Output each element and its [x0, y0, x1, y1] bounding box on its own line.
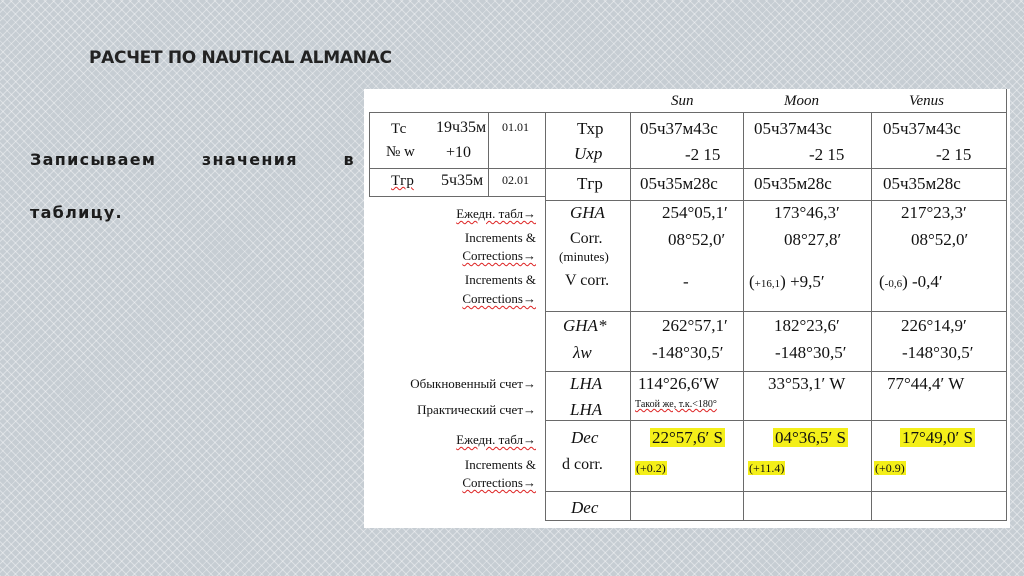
vcorr-venus-v: -0,6: [884, 278, 903, 290]
grid-line: [545, 520, 1007, 521]
label-corr-2: Corrections→: [462, 248, 536, 263]
grid-line: [545, 420, 1007, 421]
label-lha-practical: Практический счет→: [417, 402, 536, 417]
param-vcorr: V corr.: [565, 272, 610, 289]
tgr-sun: 05ч35м28с: [640, 174, 718, 193]
grid-line: [369, 112, 1007, 113]
param-uxr: Uхр: [574, 144, 603, 163]
grid-line: [369, 196, 545, 197]
label-dcorr-2: Corrections→: [462, 475, 536, 490]
gha-star-venus: 226°14,9′: [901, 316, 967, 335]
grid-line: [743, 112, 744, 521]
grid-line: [545, 371, 1007, 372]
lha-venus: 77°44,4′ W: [887, 374, 965, 393]
dec-sun-value: 22°57,6′ S: [652, 428, 723, 447]
vcorr-venus: (-0,6) -0,4′: [879, 272, 943, 291]
col-head-venus: Venus: [909, 93, 944, 109]
grid-line: [630, 112, 631, 521]
param-lambda-w: λw: [573, 343, 592, 362]
txr-venus: 05ч37м43с: [883, 119, 961, 138]
dcorr-sun-value: (+0.2): [636, 461, 666, 475]
uxr-moon: -2 15: [809, 145, 845, 164]
vcorr-sun: -: [683, 272, 689, 291]
tgr-moon: 05ч35м28с: [754, 174, 832, 193]
tgr-value: 5ч35м: [441, 172, 484, 189]
param-tgr: Тгр: [577, 174, 603, 193]
no-w-label: № w: [386, 144, 415, 160]
dec-venus: [900, 429, 975, 446]
tgr-venus: 05ч35м28с: [883, 174, 961, 193]
label-dcorr-1: Increments &: [464, 457, 536, 472]
param-corr: Corr.: [570, 230, 603, 247]
dcorr-sun: [635, 458, 667, 475]
grid-line: [545, 491, 1007, 492]
label-vcorr-2: Corrections→: [462, 291, 536, 306]
dcorr-moon-value: (+11.4): [749, 461, 785, 475]
tc-date: 01.01: [502, 120, 529, 134]
gha-star-sun: 262°57,1′: [662, 316, 728, 335]
body-text: [30, 150, 355, 222]
almanac-table: [364, 89, 1010, 528]
gha-venus: 217°23,3′: [901, 203, 967, 222]
param-gha: GHA: [570, 203, 605, 222]
tgr-date: 02.01: [502, 173, 529, 187]
label-lha: Обыкновенный счет→: [410, 376, 536, 391]
grid-line: [545, 112, 546, 521]
param-dcorr: d corr.: [562, 456, 603, 473]
lha-practical-note: Такой же, т.к.<180°: [635, 399, 717, 410]
txr-moon: 05ч37м43с: [754, 119, 832, 138]
vcorr-moon-v: +16,1: [754, 278, 781, 290]
param-corr-sub: (minutes): [559, 249, 609, 264]
body-word-2: значения: [201, 150, 298, 169]
lambda-w-moon: -148°30,5′: [775, 343, 847, 362]
gha-star-moon: 182°23,6′: [774, 316, 840, 335]
lha-moon: 33°53,1′ W: [768, 374, 846, 393]
grid-line: [369, 168, 1007, 169]
label-corr-1: Increments &: [464, 230, 536, 245]
body-word-3: в: [343, 150, 355, 169]
grid-line: [1006, 89, 1007, 521]
grid-line: [369, 112, 370, 197]
corr-venus: 08°52,0′: [911, 230, 969, 249]
param-lha-practical: LHA: [570, 400, 603, 419]
txr-sun: 05ч37м43с: [640, 119, 718, 138]
body-word-1: Записываем: [30, 150, 157, 169]
grid-line: [871, 112, 872, 521]
gha-moon: 173°46,3′: [774, 203, 840, 222]
param-dec-final: Dec: [571, 498, 599, 517]
dec-moon-value: 04°36,5′ S: [775, 428, 846, 447]
grid-line: [545, 311, 1007, 312]
lha-sun: 114°26,6′W: [638, 374, 720, 393]
grid-line: [545, 200, 1007, 201]
gha-sun: 254°05,1′: [662, 203, 728, 222]
col-head-moon: Moon: [784, 93, 819, 109]
grid-line: [488, 112, 489, 197]
label-dec: Ежедн. табл→: [456, 432, 536, 447]
lambda-w-venus: -148°30,5′: [902, 343, 974, 362]
vcorr-venus-value: -0,4′: [912, 272, 943, 291]
param-gha-star: GHA*: [563, 316, 607, 335]
body-line-2: таблицу.: [30, 203, 123, 222]
param-lha: LHA: [570, 374, 603, 393]
dec-moon: [773, 429, 848, 446]
dcorr-moon: [748, 458, 785, 475]
tc-value: 19ч35м: [436, 119, 487, 136]
label-vcorr-1: Increments &: [464, 272, 536, 287]
col-head-sun: Sun: [671, 93, 694, 109]
param-dec: Dec: [571, 428, 599, 447]
no-w-value: +10: [446, 144, 472, 161]
dcorr-venus: [874, 458, 906, 475]
param-txr: Тхр: [577, 119, 604, 138]
dec-venus-value: 17°49,0′ S: [902, 428, 973, 447]
lambda-w-sun: -148°30,5′: [652, 343, 724, 362]
tgr-label: Тгр: [391, 173, 414, 189]
uxr-sun: -2 15: [685, 145, 721, 164]
label-gha: Ежедн. табл→: [456, 206, 536, 221]
vcorr-moon: (+16,1) +9,5′: [749, 272, 825, 291]
corr-sun: 08°52,0′: [668, 230, 726, 249]
slide-title: РАСЧЕТ ПО NAUTICAL ALMANAC: [89, 48, 392, 68]
uxr-venus: -2 15: [936, 145, 972, 164]
corr-moon: 08°27,8′: [784, 230, 842, 249]
tc-label: Тс: [391, 121, 407, 137]
dec-sun: [650, 429, 725, 446]
dcorr-venus-value: (+0.9): [875, 461, 905, 475]
vcorr-moon-value: +9,5′: [790, 272, 825, 291]
